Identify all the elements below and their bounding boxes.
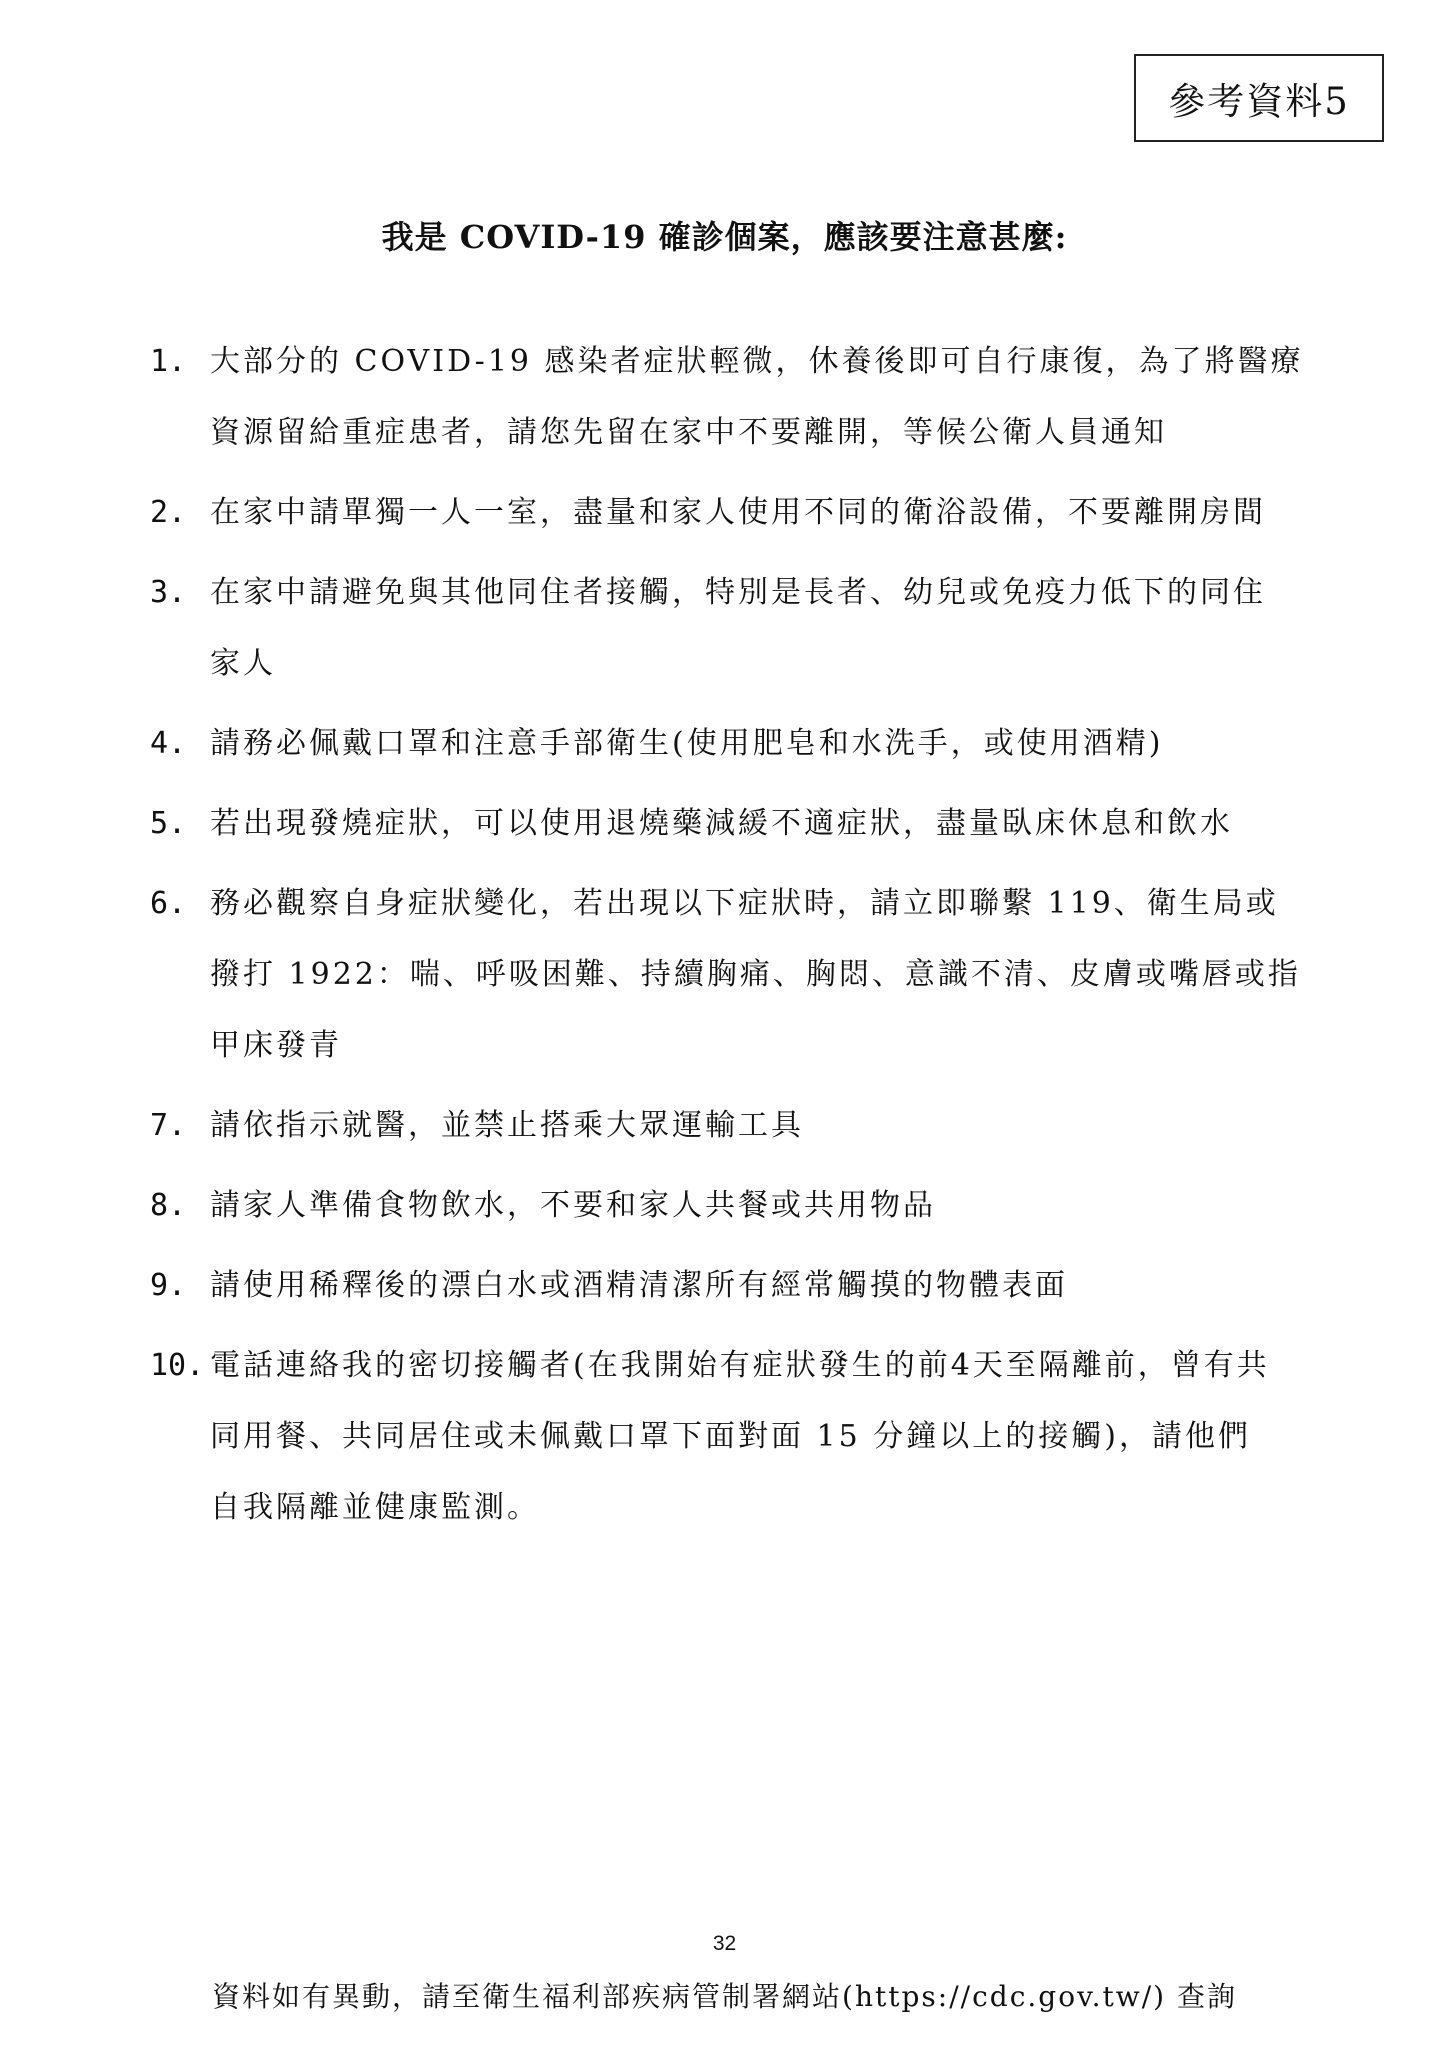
item-line: 自我隔離並健康監測。 xyxy=(210,1490,540,1525)
list-item xyxy=(150,868,1330,1081)
instruction-list xyxy=(150,326,1330,1552)
item-number: 2. xyxy=(150,495,187,530)
item-text xyxy=(210,708,1330,779)
document-title: 我是 COVID-19 確診個案，應該要注意甚麼: xyxy=(381,218,1068,256)
item-line: 在家中請單獨一人一室，盡量和家人使用不同的衛浴設備，不要離開房間 xyxy=(210,495,1266,530)
item-text xyxy=(210,477,1330,548)
item-line: 請務必佩戴口罩和注意手部衛生(使用肥皂和水洗手，或使用酒精) xyxy=(210,726,1164,761)
item-number: 9. xyxy=(150,1268,187,1303)
item-number: 10. xyxy=(150,1348,205,1383)
item-number: 1. xyxy=(150,344,187,379)
item-line: 撥打 1922：喘、呼吸困難、持續胸痛、胸悶、意識不清、皮膚或嘴唇或指 xyxy=(210,957,1301,992)
item-number: 5. xyxy=(150,806,187,841)
item-number: 8. xyxy=(150,1188,187,1223)
item-text xyxy=(210,1170,1330,1241)
list-item xyxy=(150,557,1330,699)
reference-label-box xyxy=(1134,54,1384,142)
item-number: 6. xyxy=(150,886,187,921)
item-line: 家人 xyxy=(210,646,276,681)
list-item xyxy=(150,708,1330,779)
item-line: 電話連絡我的密切接觸者(在我開始有症狀發生的前4天至隔離前，曾有共 xyxy=(210,1348,1270,1383)
item-line: 請家人準備食物飲水，不要和家人共餐或共用物品 xyxy=(210,1188,936,1223)
page-number: 32 xyxy=(712,1932,737,1955)
item-text xyxy=(210,1090,1330,1161)
list-item xyxy=(150,788,1330,859)
item-number: 7. xyxy=(150,1108,187,1143)
list-item xyxy=(150,1090,1330,1161)
item-number: 4. xyxy=(150,726,187,761)
list-item xyxy=(150,1170,1330,1241)
item-line: 大部分的 COVID-19 感染者症狀輕微，休養後即可自行康復，為了將醫療 xyxy=(210,344,1304,379)
item-line: 同用餐、共同居住或未佩戴口罩下面對面 15 分鐘以上的接觸)，請他們 xyxy=(210,1419,1251,1454)
item-text xyxy=(210,1250,1330,1321)
item-text xyxy=(210,1330,1330,1543)
list-item xyxy=(150,326,1330,468)
item-line: 務必觀察自身症狀變化，若出現以下症狀時，請立即聯繫 119、衛生局或 xyxy=(210,886,1279,921)
item-line: 甲床發青 xyxy=(210,1028,342,1063)
item-text xyxy=(210,868,1330,1081)
item-number: 3. xyxy=(150,575,187,610)
list-item xyxy=(150,477,1330,548)
list-item xyxy=(150,1250,1330,1321)
list-item xyxy=(150,1330,1330,1543)
item-line: 請使用稀釋後的漂白水或酒精清潔所有經常觸摸的物體表面 xyxy=(210,1268,1068,1303)
item-line: 若出現發燒症狀，可以使用退燒藥減緩不適症狀，盡量臥床休息和飲水 xyxy=(210,806,1233,841)
item-text xyxy=(210,788,1330,859)
item-line: 在家中請避免與其他同住者接觸，特別是長者、幼兒或免疫力低下的同住 xyxy=(210,575,1266,610)
item-line: 請依指示就醫，並禁止搭乘大眾運輸工具 xyxy=(210,1108,804,1143)
item-line: 資源留給重症患者，請您先留在家中不要離開，等候公衛人員通知 xyxy=(210,415,1167,450)
item-text xyxy=(210,326,1330,468)
item-text xyxy=(210,557,1330,699)
footer-note: 資料如有異動，請至衛生福利部疾病管制署網站(https://cdc.gov.tw/) 查詢 xyxy=(212,1980,1237,2013)
reference-label: 參考資料5 xyxy=(1168,80,1350,123)
